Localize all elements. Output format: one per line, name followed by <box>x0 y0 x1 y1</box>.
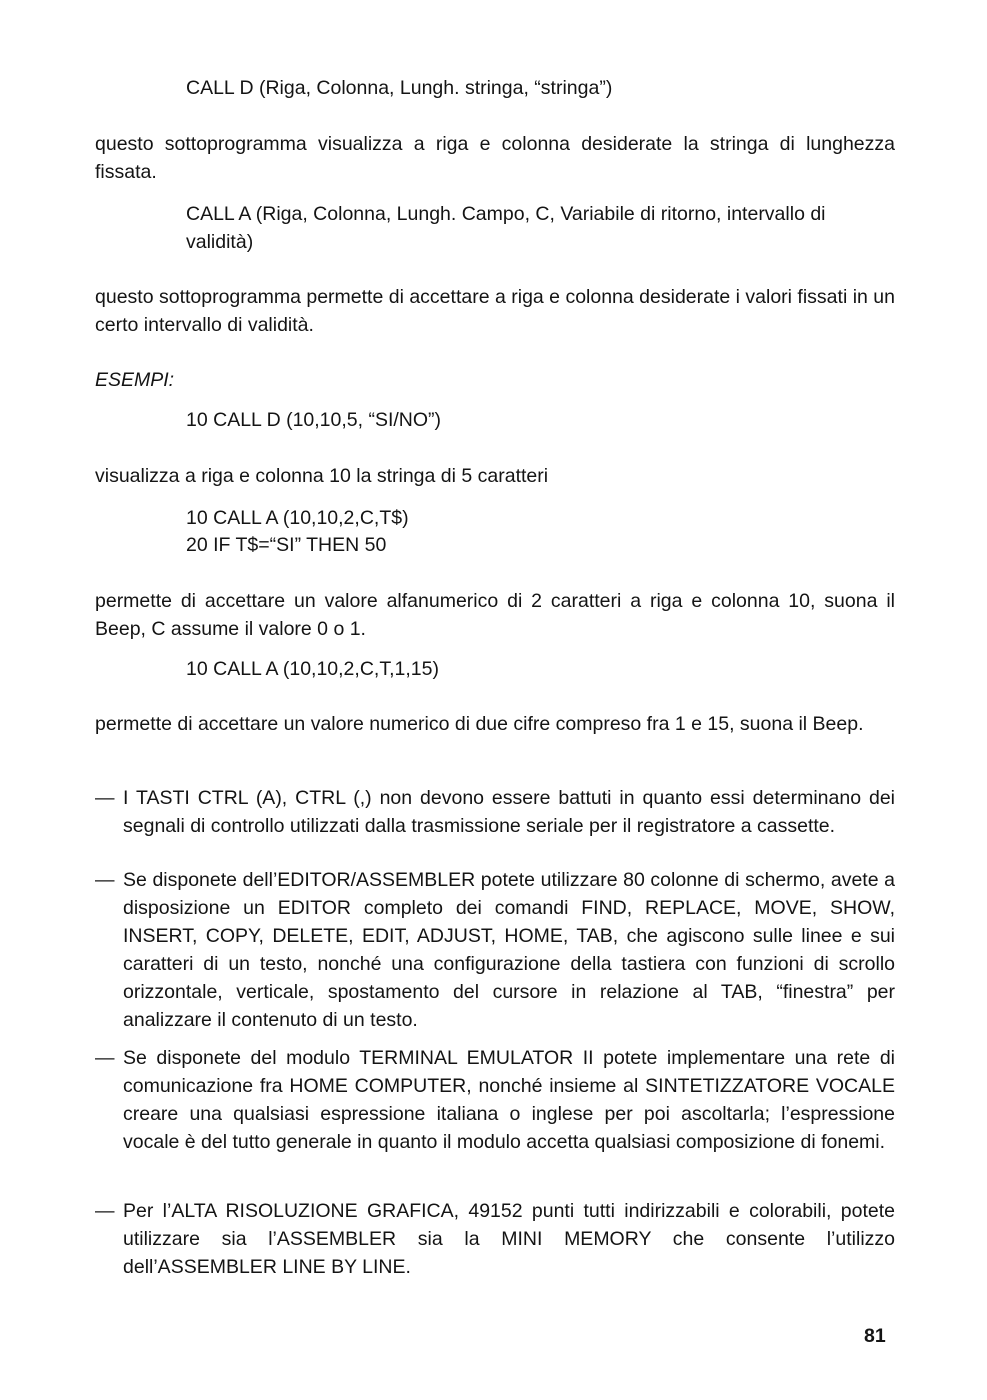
bullet-item <box>95 866 895 1034</box>
bullet-text: Se disponete dell’EDITOR/ASSEMBLER potete utilizzare 80 colonne di schermo, avete a disposizione un EDITOR completo dei comandi FIND, REPLACE, MOVE, SHOW, INSERT, COPY, DELETE, EDIT, ADJUST, HOME, TAB, che agiscono sulle linee e sui caratteri di un testo, nonché una configurazione della tastiera con funzioni di scrollo orizzontale, verticale, spostamento del cursore in relazione al TAB, “finestra” per analizzare il contenuto di un testo. <box>123 869 895 1031</box>
call-a-signature: CALL A (Riga, Colonna, Lungh. Campo, C, Variabile di ritorno, intervallo di validità) <box>186 203 826 253</box>
bullet-item <box>95 1044 895 1156</box>
example-3-code: 10 CALL A (10,10,2,C,T,1,15) <box>186 658 439 680</box>
example-2-code-line-2: 20 IF T$=“SI” THEN 50 <box>186 534 387 556</box>
dash-bullet-icon: — <box>95 787 115 809</box>
bullet-item <box>95 784 895 840</box>
example-3-description: permette di accettare un valore numerico di due cifre compreso fra 1 e 15, suona il Beep. <box>95 713 864 735</box>
dash-bullet-icon: — <box>95 1047 115 1069</box>
call-a-description: questo sottoprogramma permette di accettare a riga e colonna desiderate i valori fissati in un certo intervallo di validità. <box>95 286 895 336</box>
example-1-code: 10 CALL D (10,10,5, “SI/NO”) <box>186 409 442 431</box>
call-d-signature: CALL D (Riga, Colonna, Lungh. stringa, “stringa”) <box>186 77 613 99</box>
bullet-text: Per l’ALTA RISOLUZIONE GRAFICA, 49152 punti tutti indirizzabili e colorabili, potete utilizzare sia l’ASSEMBLER sia la MINI MEMORY che consente l’utilizzo dell’ASSEMBLER LINE BY LINE. <box>123 1200 895 1278</box>
examples-heading: ESEMPI: <box>95 369 175 391</box>
dash-bullet-icon: — <box>95 869 115 891</box>
example-1-description: visualizza a riga e colonna 10 la stringa di 5 caratteri <box>95 465 549 487</box>
example-2-description: permette di accettare un valore alfanumerico di 2 caratteri a riga e colonna 10, suona il Beep, C assume il valore 0 o 1. <box>95 590 895 640</box>
page-number: 81 <box>864 1325 886 1347</box>
example-2-code-line-1: 10 CALL A (10,10,2,C,T$) <box>186 507 409 529</box>
bullet-item <box>95 1197 895 1281</box>
bullet-text: I TASTI CTRL (A), CTRL (,) non devono essere battuti in quanto essi determinano dei segnali di controllo utilizzati dalla trasmissione seriale per il registratore a cassette. <box>123 787 895 837</box>
call-d-description: questo sottoprogramma visualizza a riga e colonna desiderate la stringa di lunghezza fissata. <box>95 133 895 183</box>
dash-bullet-icon: — <box>95 1200 115 1222</box>
bullet-text: Se disponete del modulo TERMINAL EMULATOR II potete implementare una rete di comunicazione fra HOME COMPUTER, nonché insieme al SINTETIZZATORE VOCALE creare una qualsiasi espressione italiana o inglese per poi ascoltarla; l’espressione vocale è del tutto generale in quanto il modulo accetta qualsiasi composizione di fonemi. <box>123 1047 895 1153</box>
